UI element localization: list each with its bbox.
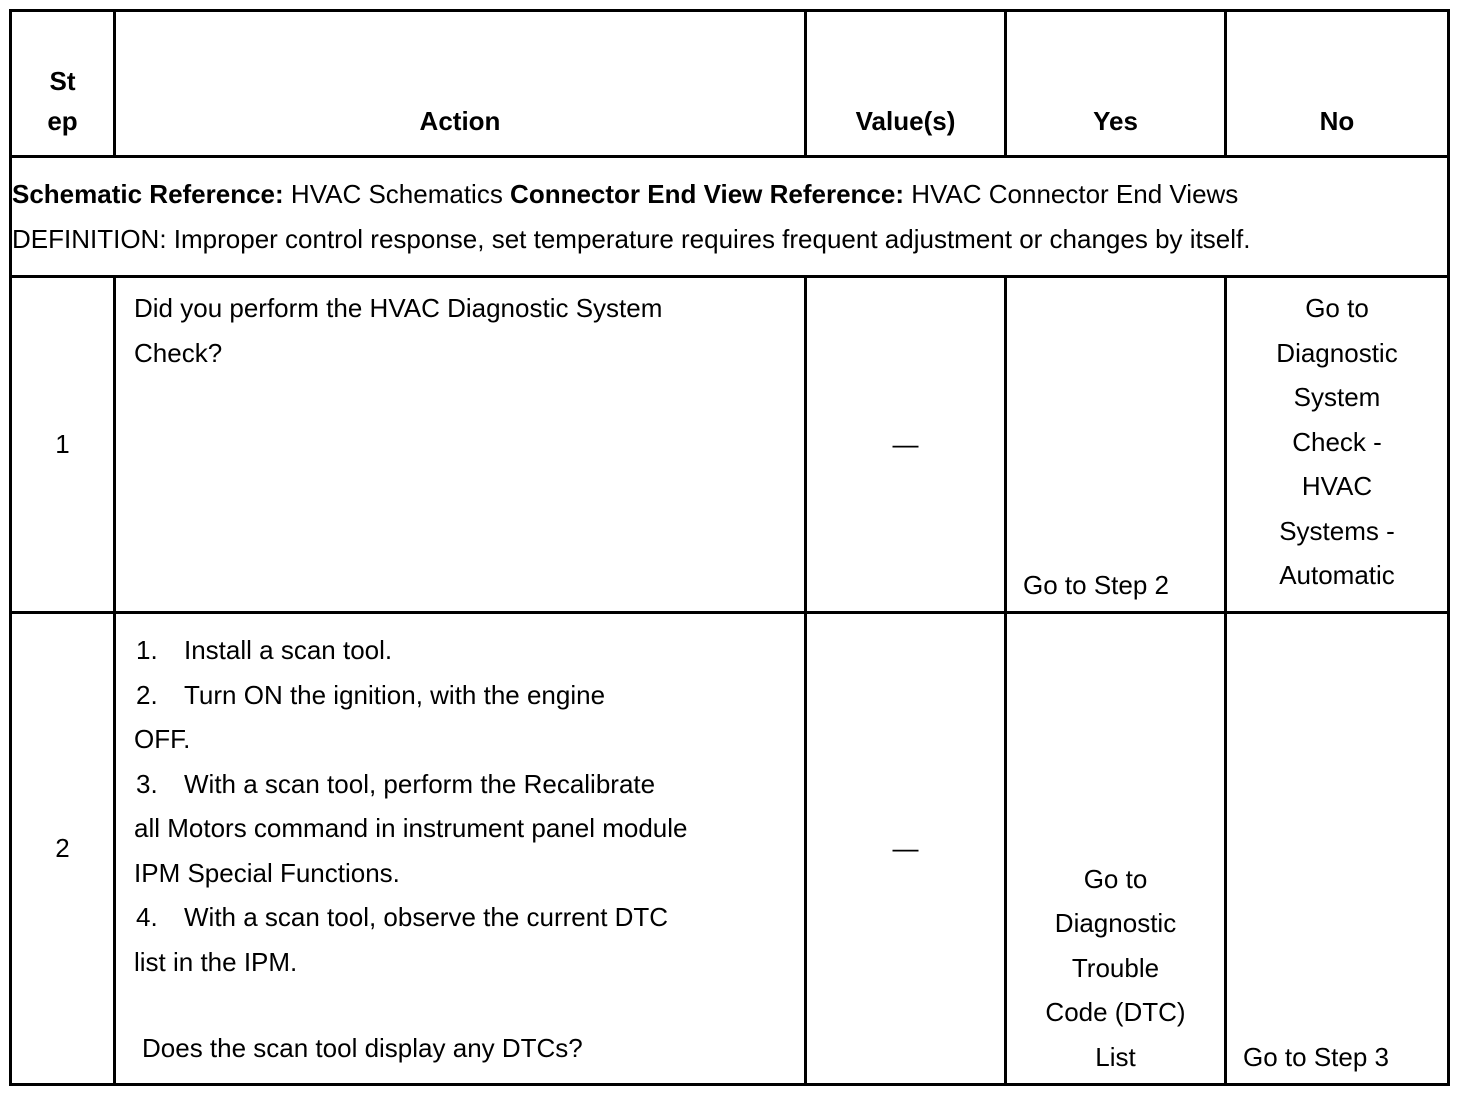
action-item-continuation: OFF. [134, 724, 191, 754]
step-action [115, 277, 806, 613]
no-line: Diagnostic [1276, 337, 1398, 368]
connector-reference-label: Connector End View Reference: [510, 179, 904, 209]
no-line: Check - [1292, 426, 1382, 457]
step-value: — [806, 277, 1006, 613]
action-item-continuation: all Motors command in instrument panel module [134, 813, 688, 843]
table-header-row [11, 11, 1449, 157]
yes-line: Diagnostic [1054, 908, 1177, 938]
yes-line: Code (DTC) [1045, 997, 1186, 1027]
step-number: 2 [11, 613, 115, 1085]
header-values: Value(s) [806, 11, 1006, 157]
header-step: St ep [11, 11, 115, 157]
step-yes-link[interactable]: Go to Step 2 [1006, 277, 1226, 613]
schematic-reference-label: Schematic Reference: [12, 179, 284, 209]
step-action [115, 613, 806, 1085]
schematic-reference-link[interactable]: HVAC Schematics [283, 179, 511, 209]
action-line: Did you perform the HVAC Diagnostic System [134, 293, 663, 323]
header-action: Action [115, 11, 806, 157]
step-yes-link[interactable] [1006, 613, 1226, 1085]
action-item: 1. Install a scan tool. [136, 635, 393, 665]
reference-line [12, 172, 1447, 217]
step-no-link[interactable]: Go to Step 3 [1226, 613, 1449, 1085]
action-item: 4. With a scan tool, observe the current DTC [136, 902, 669, 932]
diagnostic-table [9, 9, 1450, 1086]
reference-cell [11, 157, 1449, 277]
header-no: No [1226, 11, 1449, 157]
step-question: Does the scan tool display any DTCs? [142, 1033, 583, 1063]
header-yes: Yes [1006, 11, 1226, 157]
action-line: Check? [134, 337, 223, 368]
action-item-continuation: list in the IPM. [134, 946, 298, 977]
no-line: Systems - [1279, 515, 1395, 546]
yes-line: List [1095, 1041, 1136, 1072]
yes-line: Go to [1083, 863, 1148, 894]
step-row-1 [11, 277, 1449, 613]
yes-line: Trouble [1071, 952, 1160, 983]
step-no-link[interactable] [1226, 277, 1449, 613]
definition-text: DEFINITION: Improper control response, set temperature requires frequent adjustment or changes by itself. [12, 223, 1251, 254]
step-value: — [806, 613, 1006, 1085]
no-line: HVAC [1301, 471, 1373, 501]
no-line: Automatic [1279, 560, 1395, 590]
action-item-continuation: IPM Special Functions. [134, 857, 400, 888]
step-number: 1 [11, 277, 115, 613]
action-item: 3. With a scan tool, perform the Recalibrate [136, 768, 656, 799]
no-line: Go to [1305, 293, 1369, 323]
reference-row [11, 157, 1449, 277]
step-row-2 [11, 613, 1449, 1085]
action-item: 2. Turn ON the ignition, with the engine [136, 679, 606, 710]
connector-reference-link[interactable]: HVAC Connector End Views [904, 179, 1239, 209]
no-line: System [1293, 382, 1381, 412]
